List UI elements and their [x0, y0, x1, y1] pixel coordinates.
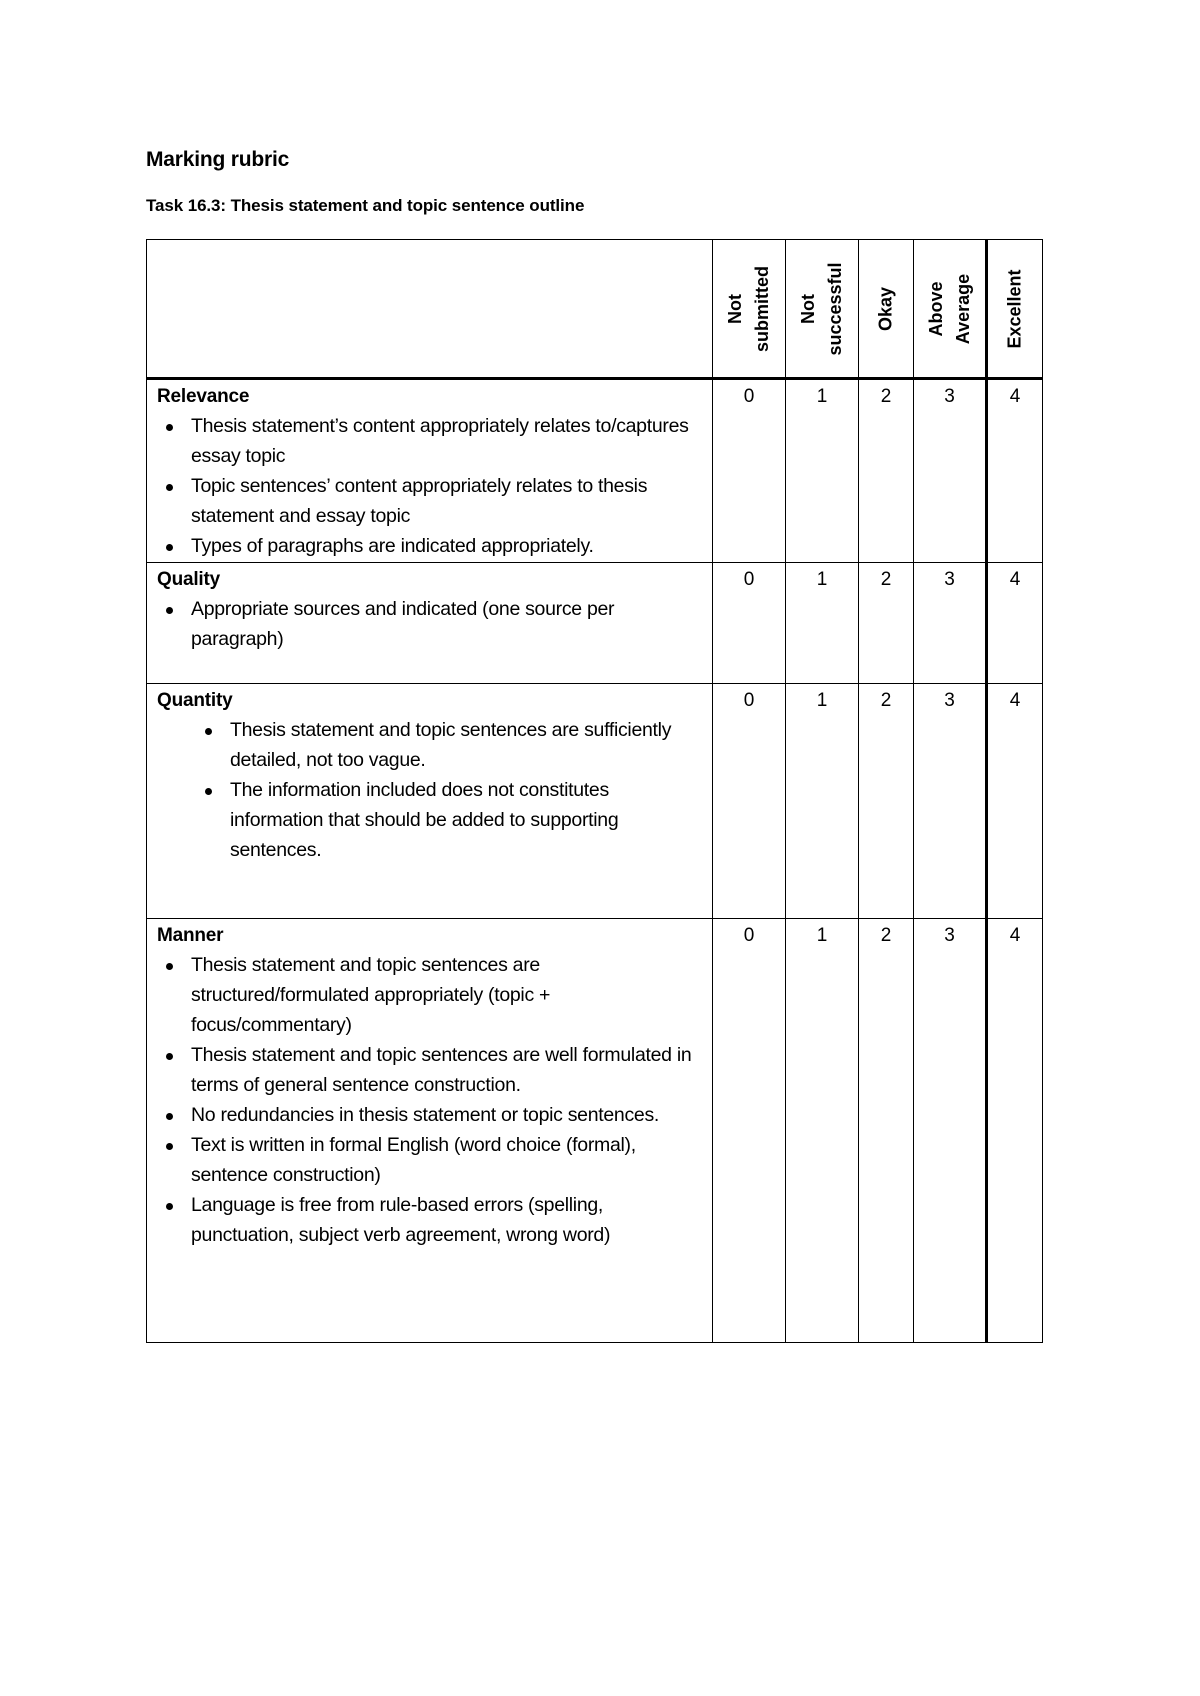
- score-cell: 2: [859, 563, 914, 684]
- score-cell: 0: [713, 379, 786, 563]
- bullet-icon: [166, 963, 173, 970]
- header-not-submitted: Not submitted: [713, 240, 786, 379]
- header-above-average: Above Average: [914, 240, 987, 379]
- bullet-icon: [166, 1113, 173, 1120]
- score-cell: 2: [859, 919, 914, 1343]
- criterion-name: Relevance: [157, 386, 250, 407]
- table-row: [147, 919, 1043, 1343]
- list-item: Appropriate sources and indicated (one source per paragraph): [157, 594, 702, 654]
- criterion-name: Manner: [157, 925, 224, 946]
- list-item: Thesis statement and topic sentences are well formulated in terms of general sentence construction.: [157, 1040, 702, 1100]
- criterion-cell: [147, 684, 713, 919]
- score-cell: 0: [713, 919, 786, 1343]
- task-subtitle: Task 16.3: Thesis statement and topic sentence outline: [146, 196, 585, 215]
- table-row: [147, 563, 1043, 684]
- bullet-icon: [205, 728, 212, 735]
- score-cell: 1: [786, 563, 859, 684]
- score-cell: 0: [713, 563, 786, 684]
- criterion-bullet-list: [157, 411, 702, 561]
- list-item: Thesis statement and topic sentences are structured/formulated appropriately (topic + focus/commentary): [157, 950, 702, 1040]
- list-item: No redundancies in thesis statement or topic sentences.: [157, 1100, 702, 1130]
- list-item: Thesis statement and topic sentences are sufficiently detailed, not too vague.: [157, 715, 702, 775]
- bullet-icon: [166, 1053, 173, 1060]
- score-cell: 4: [987, 563, 1043, 684]
- criterion-cell: [147, 563, 713, 684]
- header-blank-cell: [147, 240, 713, 379]
- header-row: [147, 240, 1043, 379]
- criterion-cell: [147, 919, 713, 1343]
- header-not-successful: Not successful: [786, 240, 859, 379]
- header-okay: Okay: [859, 240, 914, 379]
- bullet-icon: [166, 1143, 173, 1150]
- list-item: Thesis statement’s content appropriately relates to/captures essay topic: [157, 411, 702, 471]
- header-excellent: Excellent: [987, 240, 1043, 379]
- marking-rubric-table: [146, 239, 1043, 1343]
- list-item: Types of paragraphs are indicated appropriately.: [157, 531, 702, 561]
- criterion-bullet-list: [157, 594, 702, 654]
- list-item: Text is written in formal English (word choice (formal), sentence construction): [157, 1130, 702, 1190]
- score-cell: 1: [786, 379, 859, 563]
- criterion-cell: [147, 379, 713, 563]
- score-cell: 4: [987, 379, 1043, 563]
- score-cell: 3: [914, 684, 987, 919]
- criterion-name: Quality: [157, 569, 221, 590]
- page-title: Marking rubric: [146, 148, 290, 171]
- table-row: [147, 379, 1043, 563]
- score-cell: 3: [914, 563, 987, 684]
- list-item: Language is free from rule-based errors (spelling, punctuation, subject verb agreement, wrong word): [157, 1190, 702, 1250]
- score-cell: 2: [859, 379, 914, 563]
- bullet-icon: [166, 484, 173, 491]
- score-cell: 4: [987, 684, 1043, 919]
- criterion-bullet-list: [157, 950, 702, 1250]
- score-cell: 1: [786, 684, 859, 919]
- score-cell: 2: [859, 684, 914, 919]
- bullet-icon: [166, 424, 173, 431]
- score-cell: 0: [713, 684, 786, 919]
- score-cell: 4: [987, 919, 1043, 1343]
- bullet-icon: [166, 1203, 173, 1210]
- list-item: The information included does not constitutes information that should be added to supporting sentences.: [157, 775, 702, 865]
- bullet-icon: [166, 544, 173, 551]
- score-cell: 3: [914, 919, 987, 1343]
- bullet-icon: [205, 788, 212, 795]
- criterion-bullet-list: [157, 715, 702, 865]
- score-cell: 3: [914, 379, 987, 563]
- bullet-icon: [166, 607, 173, 614]
- list-item: Topic sentences’ content appropriately relates to thesis statement and essay topic: [157, 471, 702, 531]
- criterion-name: Quantity: [157, 690, 233, 711]
- table-row: [147, 684, 1043, 919]
- score-cell: 1: [786, 919, 859, 1343]
